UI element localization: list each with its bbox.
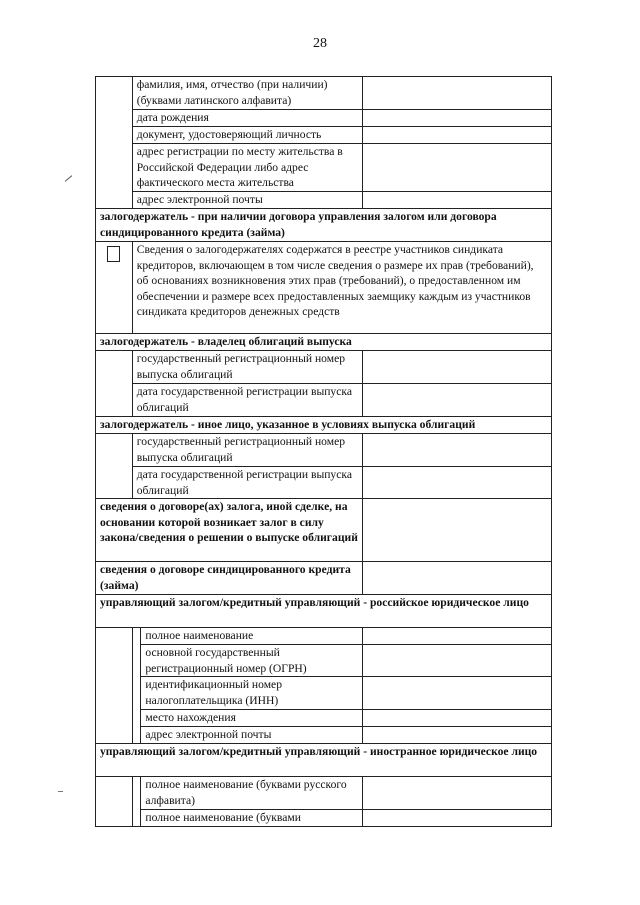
field-label: адрес электронной почты xyxy=(132,192,362,209)
field-value[interactable] xyxy=(362,710,551,727)
field-value[interactable] xyxy=(362,645,551,677)
indent-cell xyxy=(96,777,133,827)
field-value[interactable] xyxy=(362,434,551,467)
field-label: дата государственной регистрации выпуска облигаций xyxy=(132,384,362,417)
indent-cell xyxy=(96,351,133,417)
field-value[interactable] xyxy=(362,384,551,417)
field-label: документ, удостоверяющий личность xyxy=(132,127,362,144)
section-header: управляющий залогом/кредитный управляющий - иностранное юридическое лицо xyxy=(96,744,552,777)
field-label: основной государственный регистрационный номер (ОГРН) xyxy=(141,645,363,677)
indent-cell xyxy=(96,77,133,209)
indent-cell xyxy=(96,628,133,744)
indent-cell xyxy=(132,777,141,827)
field-value[interactable] xyxy=(362,727,551,744)
field-label: дата государственной регистрации выпуска облигаций xyxy=(132,467,362,499)
field-label: полное наименование xyxy=(141,628,363,645)
field-value[interactable] xyxy=(362,777,551,810)
field-label: идентификационный номер налогоплательщика (ИНН) xyxy=(141,677,363,710)
stray-pen-mark xyxy=(65,175,73,182)
indent-cell xyxy=(96,434,133,499)
field-label: государственный регистрационный номер выпуска облигаций xyxy=(132,351,362,384)
page-number: 28 xyxy=(313,36,327,51)
field-value[interactable] xyxy=(362,628,551,645)
checkbox[interactable] xyxy=(107,246,120,262)
section-header: сведения о договоре(ах) залога, иной сделке, на основании которой возникает залог в силу закона/сведения о решении о выпуске облигаций xyxy=(96,499,363,562)
checkbox-cell xyxy=(96,242,133,334)
field-label: фамилия, имя, отчество (при наличии) (буквами латинского алфавита) xyxy=(132,77,362,110)
field-value[interactable] xyxy=(362,810,551,827)
field-value[interactable] xyxy=(362,351,551,384)
section-header: управляющий залогом/кредитный управляющий - российское юридическое лицо xyxy=(96,595,552,628)
field-label: государственный регистрационный номер выпуска облигаций xyxy=(132,434,362,467)
field-value[interactable] xyxy=(362,467,551,499)
field-label: адрес регистрации по месту жительства в Российской Федерации либо адрес фактического места жительства xyxy=(132,144,362,192)
field-value[interactable] xyxy=(362,562,551,595)
field-value[interactable] xyxy=(362,499,551,562)
section-note: Сведения о залогодержателях содержатся в реестре участников синдиката кредиторов, включающем в том числе сведения о размере их прав (требований), об основаниях возникновения этих прав (требований), о предоставленном им обеспечении и размере всех предоставленных заемщику каждым из участников синдиката кредиторов денежных средств xyxy=(132,242,551,334)
section-header: залогодержатель - при наличии договора управления залогом или договора синдицированного кредита (займа) xyxy=(96,209,552,242)
indent-cell xyxy=(132,628,141,744)
field-value[interactable] xyxy=(362,192,551,209)
field-value[interactable] xyxy=(362,127,551,144)
section-header: залогодержатель - иное лицо, указанное в условиях выпуска облигаций xyxy=(96,417,552,434)
section-header: сведения о договоре синдицированного кредита (займа) xyxy=(96,562,363,595)
field-label: полное наименование (буквами xyxy=(141,810,363,827)
field-label: полное наименование (буквами русского алфавита) xyxy=(141,777,363,810)
field-value[interactable] xyxy=(362,677,551,710)
section-header: залогодержатель - владелец облигаций выпуска xyxy=(96,334,552,351)
field-label: место нахождения xyxy=(141,710,363,727)
stray-dash-mark xyxy=(58,791,63,792)
field-label: адрес электронной почты xyxy=(141,727,363,744)
field-label: дата рождения xyxy=(132,110,362,127)
field-value[interactable] xyxy=(362,77,551,110)
field-value[interactable] xyxy=(362,110,551,127)
form-table xyxy=(95,76,552,827)
field-value[interactable] xyxy=(362,144,551,192)
